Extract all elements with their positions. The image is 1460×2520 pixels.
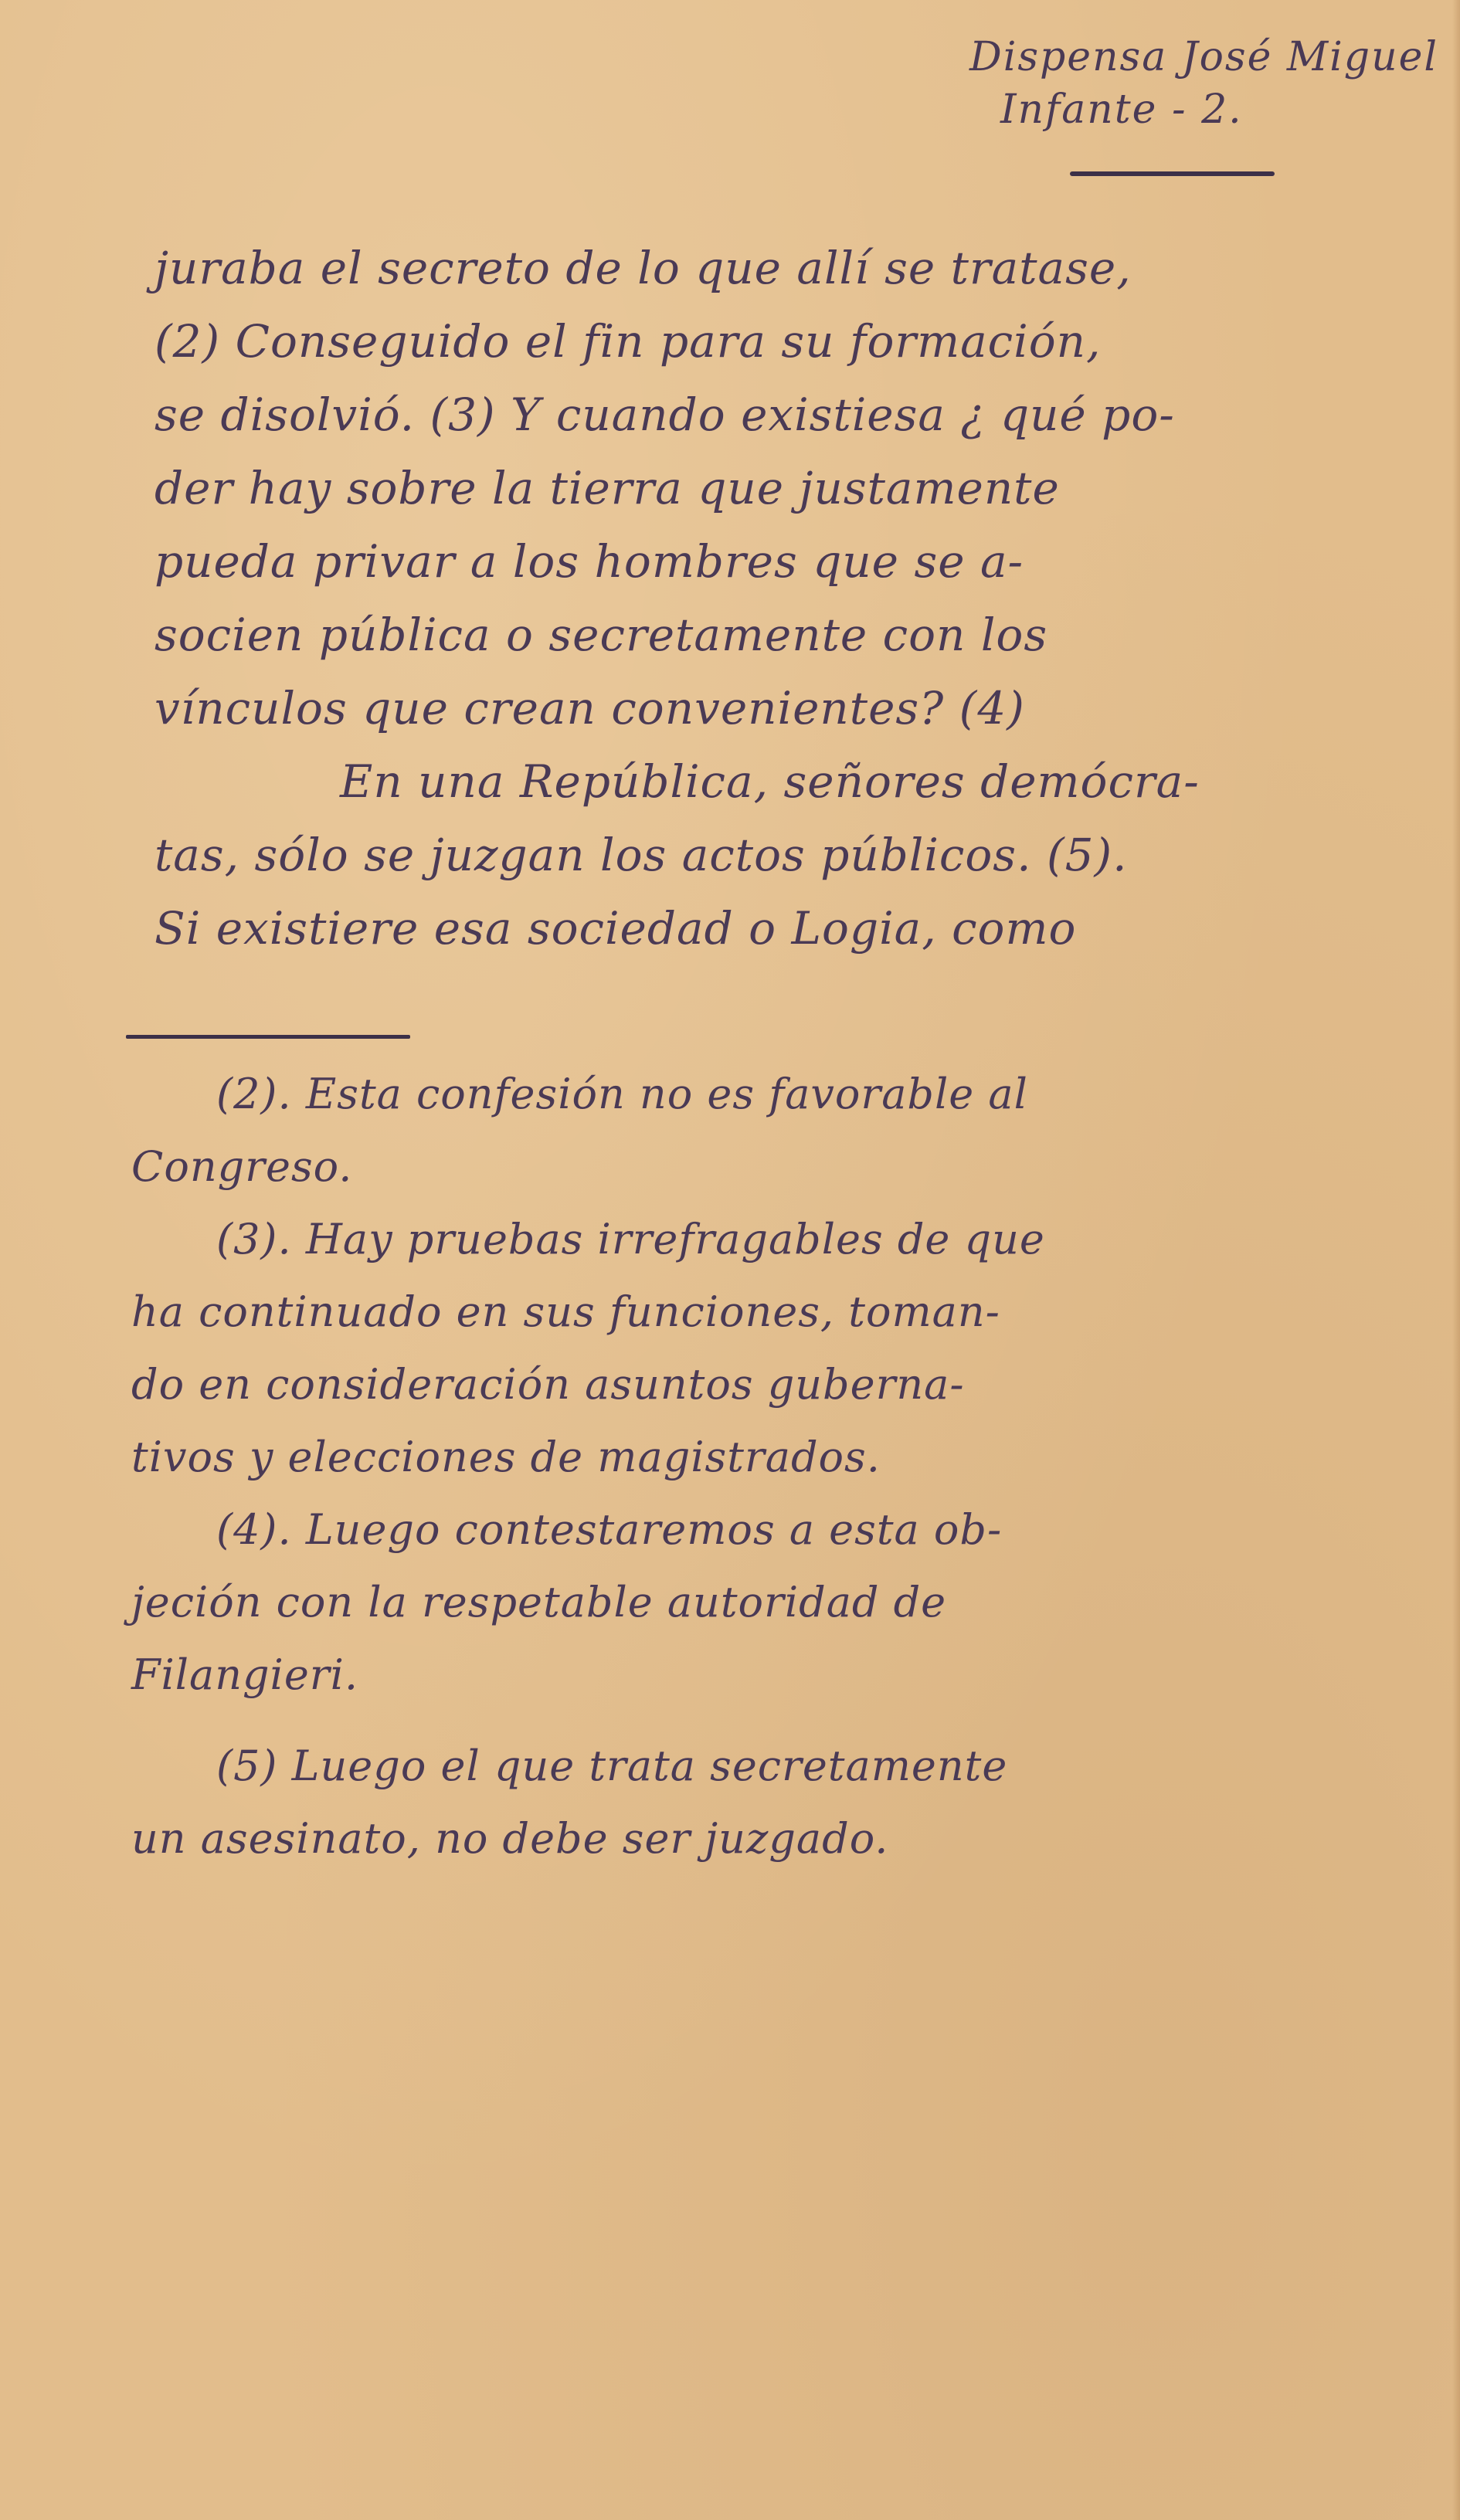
archive-header-note — [969, 31, 1438, 185]
text-line: Si existiere esa sociedad o Logia, como — [154, 902, 1077, 955]
text-line: En una República, señores demócra- — [340, 755, 1200, 808]
footnote-3 — [131, 1203, 1429, 1494]
footnote-line: jeción con la respetable autoridad de — [131, 1578, 947, 1626]
footnote-line: do en consideración asuntos guberna- — [131, 1360, 965, 1409]
text-line: tas, sólo se juzgan los actos públicos. (5). — [154, 829, 1128, 881]
footnote-line: ha continuado en sus funciones, toman- — [131, 1287, 1000, 1336]
text-line: der hay sobre la tierra que justamente — [154, 462, 1060, 514]
main-text — [154, 232, 1421, 965]
header-underline — [1070, 171, 1275, 176]
text-line: (2) Conseguido el fin para su formación, — [154, 315, 1102, 368]
footnote-4 — [131, 1494, 1429, 1711]
footnote-line: (4). Luego contestaremos a esta ob- — [216, 1505, 1003, 1554]
header-line-2: Infante - 2. — [1000, 86, 1243, 133]
text-line: pueda privar a los hombres que se a- — [154, 535, 1024, 588]
footnote-line: Filangieri. — [131, 1650, 359, 1699]
footnote-line: un asesinato, no debe ser juzgado. — [131, 1814, 889, 1863]
footnote-separator — [126, 1035, 410, 1039]
text-line: vínculos que crean convenientes? (4) — [154, 682, 1025, 734]
footnotes — [131, 1058, 1429, 1875]
footnote-line: (5) Luego el que trata secretamente — [216, 1742, 1008, 1790]
page-edge-shadow — [1452, 0, 1460, 2520]
footnote-2 — [131, 1058, 1429, 1203]
header-line-1: Dispensa José Miguel — [969, 34, 1438, 80]
footnote-line: tivos y elecciones de magistrados. — [131, 1433, 881, 1481]
footnote-line: Congreso. — [131, 1142, 353, 1191]
footnote-line: (3). Hay pruebas irrefragables de que — [216, 1215, 1045, 1263]
footnote-5 — [131, 1730, 1429, 1875]
text-line: juraba el secreto de lo que allí se tratase, — [154, 242, 1132, 294]
text-line: se disolvió. (3) Y cuando existiesa ¿ qué po- — [154, 388, 1175, 441]
footnote-line: (2). Esta confesión no es favorable al — [216, 1070, 1028, 1118]
text-line: socien pública o secretamente con los — [154, 609, 1048, 661]
